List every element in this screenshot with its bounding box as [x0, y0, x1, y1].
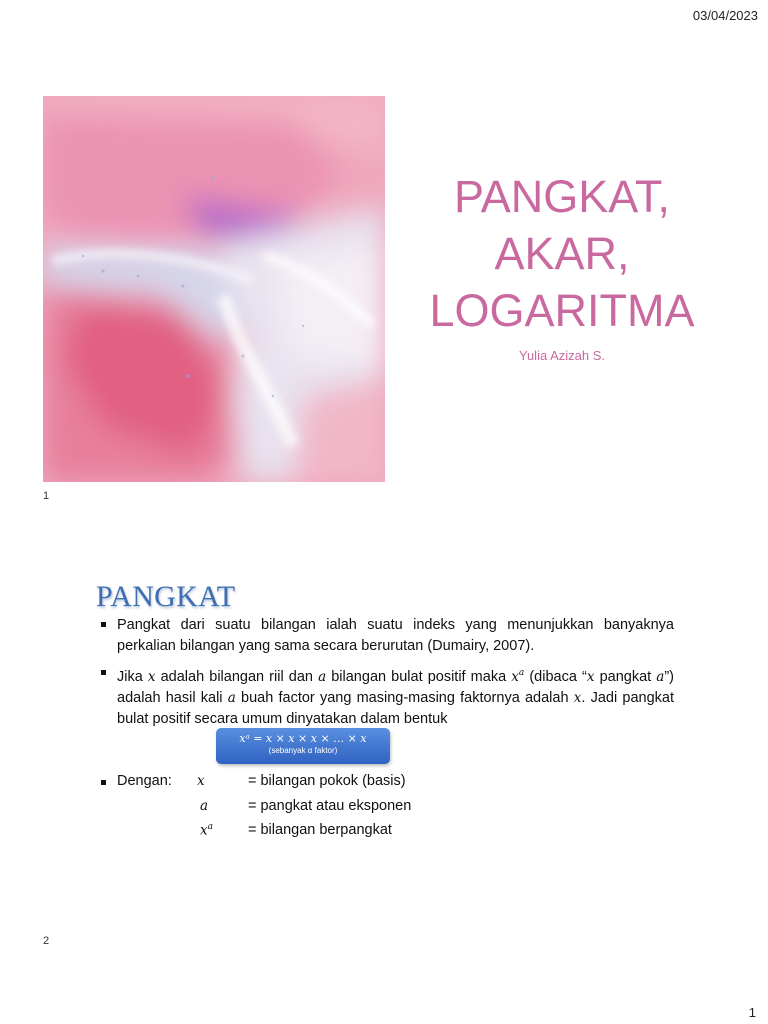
slide1-title-line-2: AKAR, — [494, 228, 630, 279]
slide2-bullet-list — [100, 615, 674, 736]
definitions-label: Dengan: — [117, 773, 172, 789]
formula-box — [216, 728, 390, 764]
definition-row — [100, 822, 440, 846]
math-x: x — [147, 668, 156, 685]
formula-expression: xᵃ = x × x × x × … × x — [239, 732, 367, 745]
slide2-title: PANGKAT — [96, 580, 236, 613]
definition-symbol: a — [200, 798, 209, 814]
math-x: x — [511, 668, 519, 685]
math-exponent-a: a — [207, 822, 213, 832]
math-x: x — [200, 822, 208, 839]
math-x: x — [586, 668, 595, 685]
bullet-explanation — [100, 663, 674, 730]
math-a: a — [318, 668, 327, 685]
definition-row — [100, 773, 440, 795]
page-number: 1 — [748, 1005, 756, 1020]
slide1-title-line-1: PANGKAT, — [454, 171, 670, 222]
text-run: Jika — [117, 668, 148, 685]
math-a: a — [227, 689, 236, 706]
bullet-definition: Pangkat dari suatu bilangan ialah suatu indeks yang menunjukkan banyaknya perkalian bilangan yang sama secara berurutan (Dumairy, 2007). — [100, 615, 674, 657]
math-a: a — [656, 668, 665, 685]
header-date: 03/04/2023 — [692, 8, 758, 23]
text-run: buah factor yang masing-masing faktornya adalah — [235, 689, 574, 706]
definition-symbol — [200, 822, 213, 839]
bullet-marker — [100, 773, 110, 783]
definition-row — [100, 798, 440, 820]
slide1-title-line-3: LOGARITMA — [429, 285, 695, 336]
text-run: (dibaca “ — [524, 668, 587, 685]
slide1-title — [412, 168, 712, 339]
definition-description: = bilangan berpangkat — [248, 822, 392, 838]
math-x: x — [573, 689, 582, 706]
formula-note: (sebanyak α faktor) — [268, 746, 338, 755]
definition-symbol: x — [197, 773, 205, 789]
definition-description: = bilangan pokok (basis) — [248, 773, 406, 789]
cover-image — [43, 96, 385, 482]
cotton-candy-image — [43, 96, 385, 482]
text-run: ”) adalah hasil kali — [117, 668, 674, 706]
text-run: . Jadi pangkat bulat positif secara umum dinyatakan dalam bentuk — [117, 689, 674, 727]
slide1-author: Yulia Azizah S. — [519, 348, 605, 363]
text-run: bilangan bulat positif maka — [326, 668, 512, 685]
definition-description: = pangkat atau eksponen — [248, 798, 412, 814]
text-run: pangkat — [594, 668, 657, 685]
slide2-number: 2 — [43, 935, 50, 947]
text-run: adalah bilangan riil dan — [155, 668, 319, 685]
math-exponent-a: a — [518, 668, 525, 678]
slide1-number: 1 — [43, 490, 50, 502]
